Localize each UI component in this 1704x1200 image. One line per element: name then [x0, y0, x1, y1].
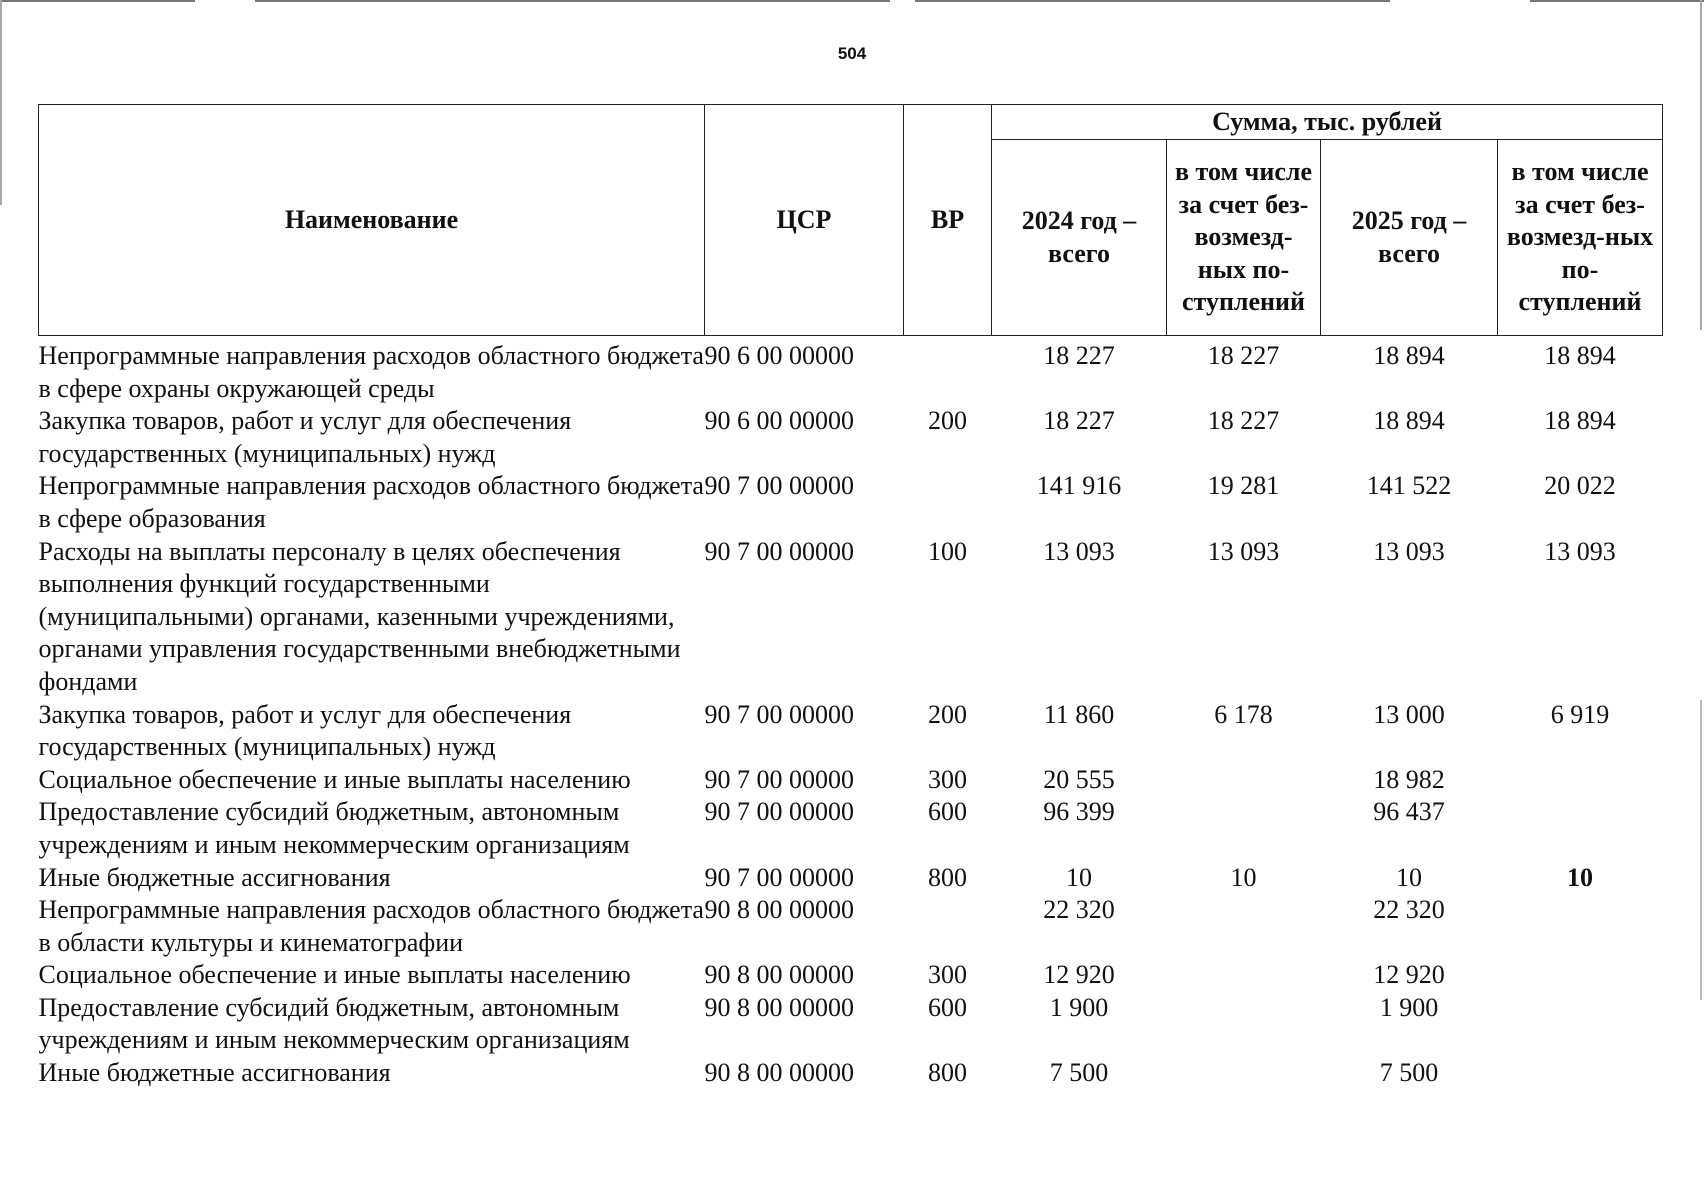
- cell-2024-total: 12 920: [1043, 960, 1115, 990]
- scan-edge-line: [1530, 0, 1704, 2]
- cell-2024-total: 22 320: [1043, 895, 1115, 925]
- header-vr: ВР: [904, 105, 992, 336]
- cell-csr: 90 7 00 00000: [704, 536, 854, 566]
- cell-2024-total: 18 227: [1043, 406, 1115, 436]
- cell-2025-total: 22 320: [1373, 895, 1445, 925]
- cell-2025-grants: [1498, 959, 1663, 992]
- cell-2024-grants: 13 093: [1207, 536, 1280, 566]
- cell-csr: 90 8 00 00000: [704, 960, 854, 990]
- cell-csr: 90 7 00 00000: [704, 471, 854, 501]
- cell-vr: [904, 336, 992, 406]
- cell-csr: 90 7 00 00000: [704, 797, 854, 827]
- header-2024-total: 2024 год – всего: [992, 140, 1167, 336]
- cell-2025-total: 10: [1396, 862, 1422, 892]
- header-2025-total: 2025 год – всего: [1321, 140, 1498, 336]
- header-name: Наименование: [39, 105, 705, 336]
- cell-csr: 90 7 00 00000: [704, 699, 854, 729]
- table-row: [39, 959, 1663, 992]
- cell-2024-grants: 10: [1230, 862, 1257, 892]
- cell-2025-grants: 18 894: [1544, 341, 1616, 370]
- cell-name: Предоставление субсидий бюджетным, автономным учреждениям и иным некоммерческим организациям: [38, 797, 630, 859]
- cell-2024-total: 141 916: [1036, 471, 1122, 501]
- scan-edge-line: [0, 0, 195, 2]
- scan-edge-line: [255, 0, 890, 2]
- cell-vr: 300: [928, 764, 967, 794]
- cell-csr: 90 8 00 00000: [704, 895, 854, 925]
- cell-csr: 90 8 00 00000: [704, 1058, 854, 1088]
- cell-2025-grants: 10: [1567, 862, 1593, 892]
- scan-edge-mark: [1700, 700, 1702, 1000]
- header-sum: Сумма, тыс. рублей: [992, 105, 1663, 140]
- cell-2024-total: 10: [1066, 862, 1092, 892]
- table-row: [39, 336, 1663, 406]
- cell-2024-total: 20 555: [1043, 764, 1115, 794]
- scan-edge-line: [915, 0, 1390, 2]
- cell-name: Непрограммные направления расходов областного бюджета в сфере образования: [38, 471, 704, 533]
- table-row: [39, 796, 1663, 861]
- cell-2025-grants: 20 022: [1544, 471, 1616, 501]
- cell-2024-grants: 19 281: [1207, 471, 1280, 501]
- cell-vr: 200: [928, 406, 967, 436]
- cell-name: Социальное обеспечение и иные выплаты населению: [38, 960, 631, 990]
- cell-csr: 90 7 00 00000: [704, 764, 854, 794]
- cell-2024-total: 18 227: [1043, 341, 1115, 370]
- cell-name: Закупка товаров, работ и услуг для обеспечения государственных (муниципальных) нужд: [38, 406, 572, 468]
- cell-csr: 90 6 00 00000: [704, 341, 854, 370]
- cell-2025-total: 141 522: [1366, 471, 1452, 501]
- cell-2024-grants: 6 178: [1214, 699, 1273, 729]
- cell-name: Закупка товаров, работ и услуг для обеспечения государственных (муниципальных) нужд: [38, 699, 572, 762]
- budget-table: [38, 104, 1663, 1090]
- cell-2025-grants: 6 919: [1550, 699, 1610, 729]
- cell-2024-grants: 18 227: [1207, 341, 1280, 370]
- cell-vr: [904, 894, 992, 959]
- table-row: [39, 894, 1663, 959]
- header-2024-grants: в том числе за счет без-возмезд-ных по-ступлений: [1167, 140, 1321, 336]
- table-body: [39, 336, 1663, 1090]
- cell-2025-total: 18 894: [1373, 406, 1445, 436]
- cell-2024-grants: [1167, 796, 1321, 861]
- cell-2025-total: 96 437: [1373, 797, 1445, 827]
- cell-name: Иные бюджетные ассигнования: [38, 1058, 391, 1088]
- table-row: [39, 862, 1663, 895]
- table-row: [39, 992, 1663, 1057]
- cell-2025-total: 7 500: [1379, 1058, 1439, 1088]
- cell-2024-grants: [1167, 992, 1321, 1057]
- cell-2025-total: 18 982: [1373, 764, 1445, 794]
- cell-2025-total: 1 900: [1379, 992, 1439, 1022]
- cell-vr: 100: [928, 536, 967, 566]
- cell-2025-grants: [1498, 1057, 1663, 1090]
- cell-2025-total: 18 894: [1373, 341, 1445, 370]
- cell-vr: 600: [928, 797, 967, 827]
- cell-2024-total: 1 900: [1049, 992, 1109, 1022]
- cell-2024-grants: 18 227: [1207, 406, 1280, 436]
- cell-2025-grants: [1498, 894, 1663, 959]
- cell-csr: 90 8 00 00000: [704, 992, 854, 1022]
- table-row: [39, 470, 1663, 535]
- cell-vr: 300: [928, 960, 967, 990]
- cell-2024-grants: [1167, 894, 1321, 959]
- cell-2025-grants: [1498, 796, 1663, 861]
- cell-vr: 800: [928, 862, 967, 892]
- cell-2024-grants: [1167, 959, 1321, 992]
- cell-2024-total: 11 860: [1043, 699, 1115, 729]
- table-row: [39, 699, 1663, 764]
- table-row: [39, 536, 1663, 699]
- cell-2024-grants: [1167, 764, 1321, 797]
- page-number: 504: [837, 44, 867, 63]
- table-row: [39, 1057, 1663, 1090]
- cell-2025-grants: 13 093: [1544, 536, 1616, 566]
- scan-edge-mark: [0, 0, 2, 205]
- table-row: [39, 405, 1663, 470]
- cell-2024-total: 96 399: [1043, 797, 1115, 827]
- cell-2025-total: 13 000: [1373, 699, 1445, 729]
- cell-2024-grants: [1167, 1057, 1321, 1090]
- cell-name: Предоставление субсидий бюджетным, автономным учреждениям и иным некоммерческим организациям: [38, 992, 630, 1055]
- cell-2025-grants: [1498, 764, 1663, 797]
- cell-2025-total: 13 093: [1373, 536, 1445, 566]
- cell-name: Социальное обеспечение и иные выплаты населению: [38, 764, 631, 794]
- cell-name: Непрограммные направления расходов областного бюджета в сфере охраны окружающей среды: [38, 341, 704, 403]
- header-2025-grants: в том числе за счет без-возмезд-ных по-ступлений: [1498, 140, 1663, 336]
- table-row: [39, 764, 1663, 797]
- cell-2025-grants: 18 894: [1544, 406, 1616, 436]
- cell-2025-total: 12 920: [1373, 960, 1445, 990]
- cell-vr: 600: [928, 992, 967, 1022]
- cell-name: Иные бюджетные ассигнования: [38, 862, 391, 892]
- cell-name: Расходы на выплаты персоналу в целях обеспечения выполнения функций государственными (муниципальными) органами, казенными учреждениями, органами управления государственными внебюджетными фондами: [38, 536, 681, 696]
- cell-csr: 90 7 00 00000: [704, 862, 854, 892]
- cell-vr: [904, 470, 992, 535]
- cell-vr: 200: [928, 699, 967, 729]
- cell-2024-total: 7 500: [1049, 1058, 1109, 1088]
- cell-name: Непрограммные направления расходов областного бюджета в области культуры и кинематографии: [38, 895, 704, 957]
- cell-vr: 800: [928, 1058, 967, 1088]
- cell-2024-total: 13 093: [1043, 536, 1115, 566]
- cell-2025-grants: [1498, 992, 1663, 1057]
- cell-csr: 90 6 00 00000: [704, 406, 854, 436]
- header-csr: ЦСР: [705, 105, 904, 336]
